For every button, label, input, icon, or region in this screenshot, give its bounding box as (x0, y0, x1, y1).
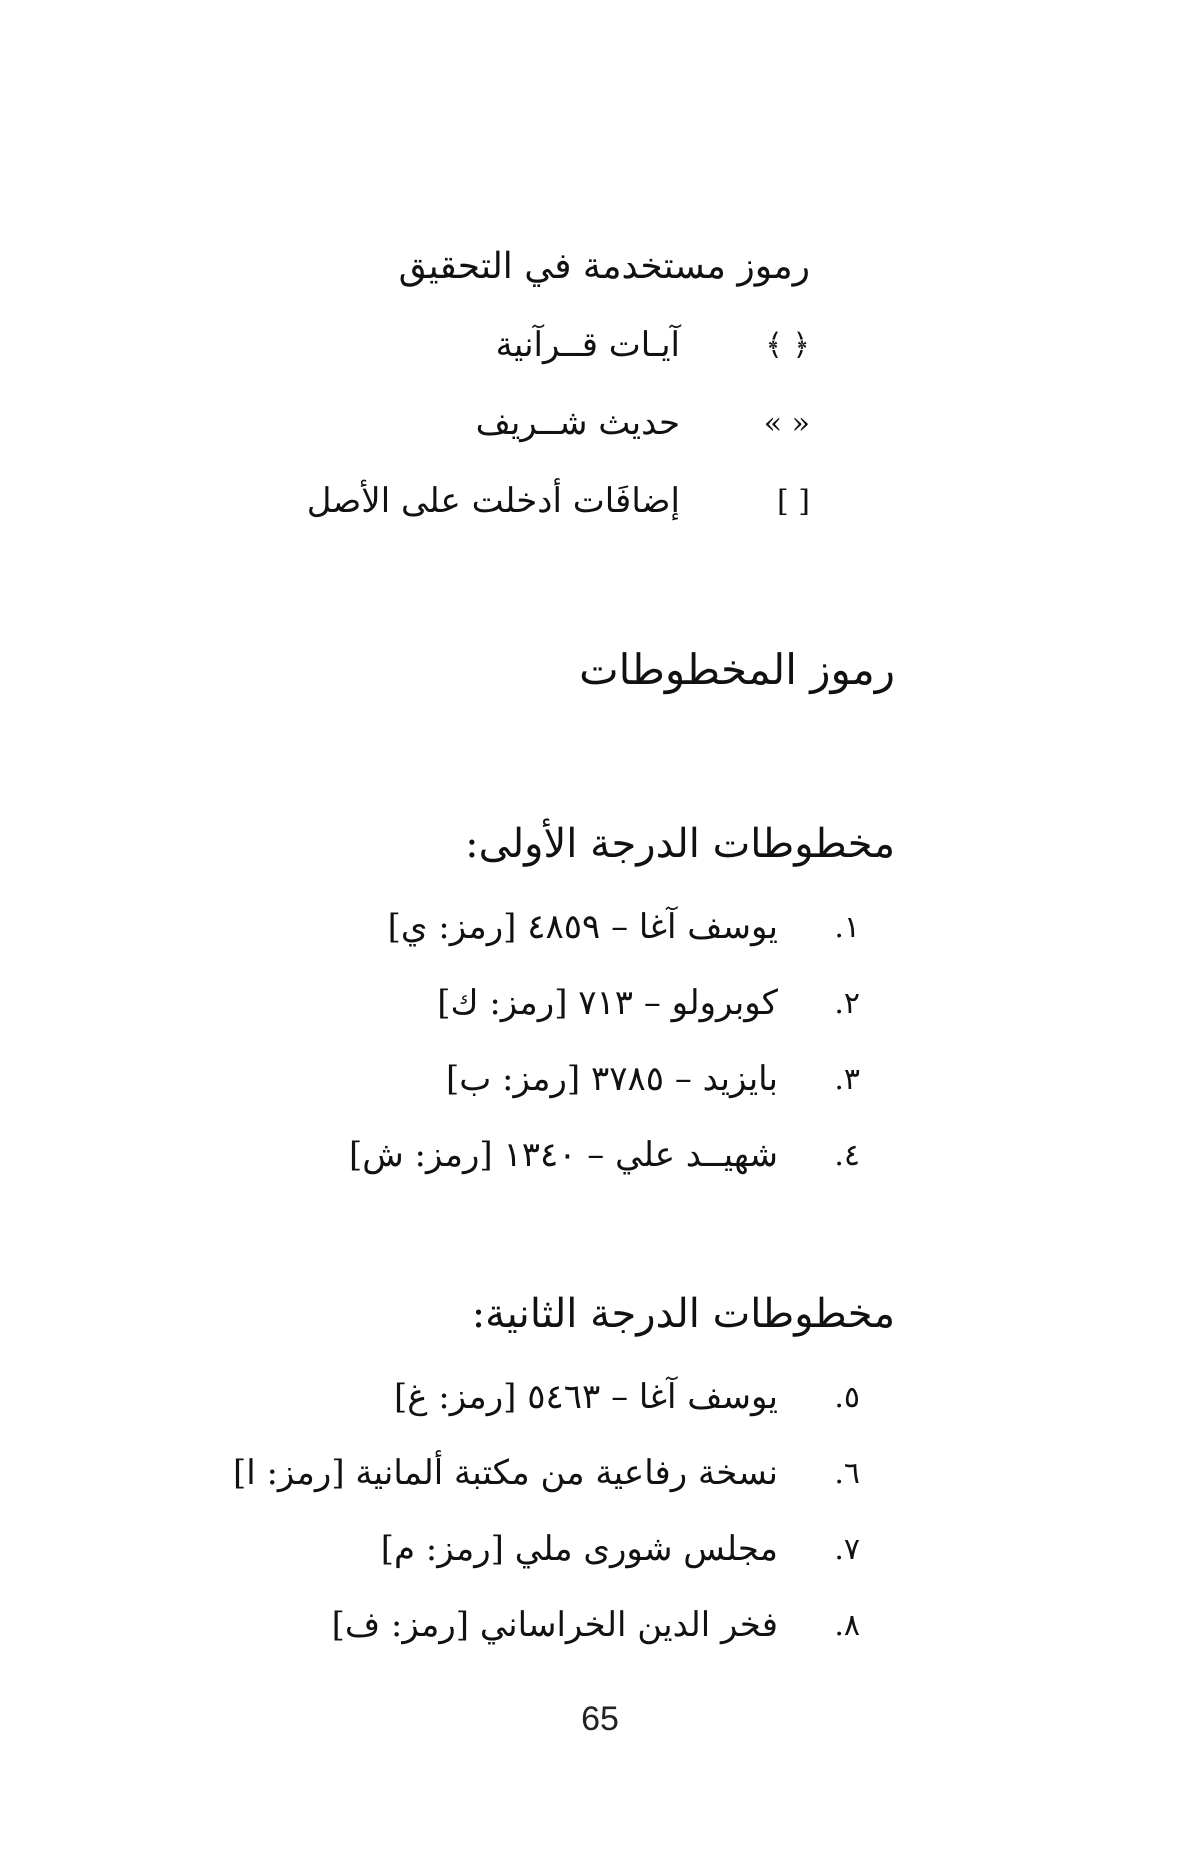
item-text: شهيــد علي – ١٣٤٠ [رمز: ش] (348, 1135, 778, 1175)
symbol-description: آيـات قــرآنية (495, 325, 680, 365)
item-number: ٢. (834, 985, 860, 1021)
page-number: 65 (581, 1700, 619, 1738)
item-text: بايزيد – ٣٧٨٥ [رمز: ب] (445, 1059, 778, 1099)
manuscript-item (233, 1446, 860, 1500)
symbols-section-title: رموز مستخدمة في التحقيق (398, 246, 810, 287)
symbol-description: إضافَات أدخلت على الأصل (306, 481, 680, 521)
symbol-description: حديث شــريف (475, 403, 680, 443)
item-number: ٤. (834, 1137, 860, 1173)
manuscript-item (388, 900, 860, 954)
manuscript-item (332, 1598, 860, 1652)
item-number: ٣. (834, 1061, 860, 1097)
item-text: فخر الدين الخراساني [رمز: ف] (331, 1605, 778, 1645)
manuscripts-section-title: رموز المخطوطات (579, 645, 895, 694)
manuscript-item (437, 976, 860, 1030)
second-degree-title: مخطوطات الدرجة الثانية: (471, 1291, 895, 1337)
symbol-row-quran (290, 320, 810, 370)
hadith-quotes-symbol: « » (763, 405, 810, 441)
item-text: يوسف آغا – ٥٤٦٣ [رمز: غ] (393, 1377, 778, 1417)
first-degree-title: مخطوطات الدرجة الأولى: (465, 821, 895, 867)
item-number: ٧. (834, 1531, 860, 1567)
manuscript-item (381, 1522, 860, 1576)
manuscript-item (349, 1128, 860, 1182)
item-number: ٥. (834, 1379, 860, 1415)
item-number: ١. (834, 909, 860, 945)
symbol-row-additions (290, 476, 810, 526)
manuscript-item (446, 1052, 860, 1106)
item-number: ٦. (834, 1455, 860, 1491)
item-number: ٨. (834, 1607, 860, 1643)
manuscript-item (394, 1370, 860, 1424)
quran-brackets-symbol: ﴿ ﴾ (765, 327, 810, 363)
symbol-row-hadith (290, 398, 810, 448)
item-text: كوبرولو – ٧١٣ [رمز: ك] (437, 983, 778, 1023)
item-text: مجلس شورى ملي [رمز: م] (380, 1529, 778, 1569)
item-text: يوسف آغا – ٤٨٥٩ [رمز: ي] (387, 907, 778, 947)
square-brackets-symbol: [ ] (777, 483, 810, 519)
item-text: نسخة رفاعية من مكتبة ألمانية [رمز: ا] (232, 1453, 778, 1493)
